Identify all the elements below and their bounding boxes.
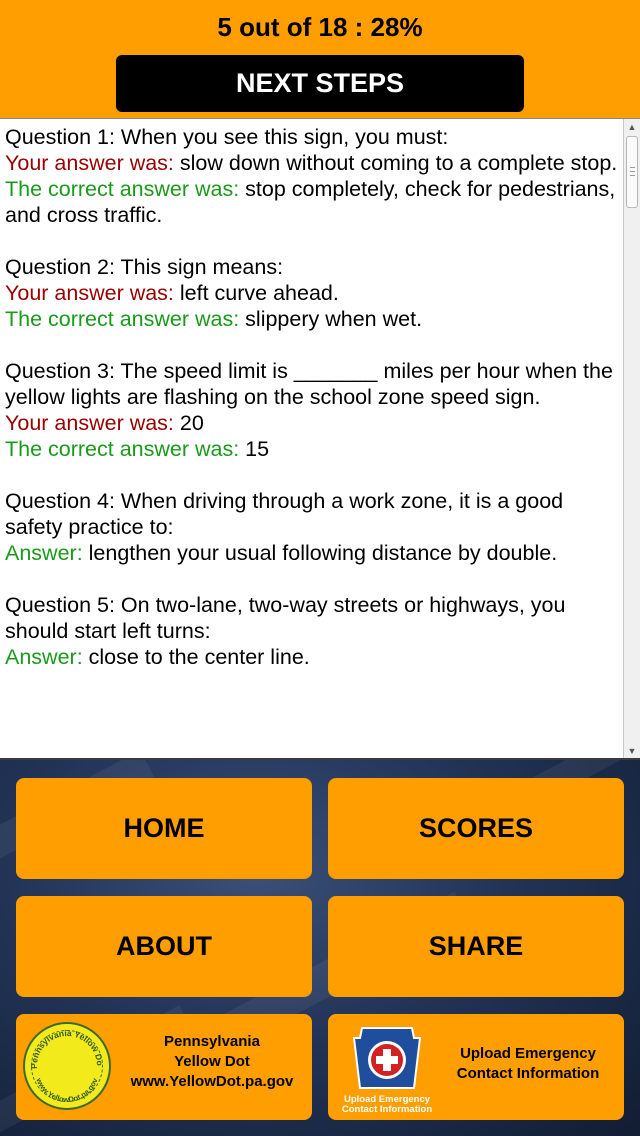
next-steps-button[interactable]: NEXT STEPS: [116, 55, 524, 112]
svg-text:www.YellowDot.pa.gov: [34, 1076, 100, 1104]
result-item-2: [5, 254, 620, 332]
svg-text:Pennsylvania Yellow Dot: [25, 1024, 105, 1069]
logo-top-text: Pennsylvania Yellow Do: [28, 1027, 106, 1069]
answer-value: lengthen your usual following distance by double.: [82, 541, 558, 565]
correct-answer-value: slippery when wet.: [239, 307, 423, 331]
correct-answer-line: [5, 306, 620, 332]
correct-answer-label: The correct answer was:: [5, 307, 240, 331]
upload-emergency-text: [446, 1044, 610, 1084]
result-item-3: [5, 358, 620, 462]
your-answer-value: slow down without coming to a complete stop.: [173, 151, 618, 175]
question-text: Question 2: This sign means:: [5, 255, 284, 279]
icon-caption-line1: Upload Emergency: [343, 1094, 431, 1105]
correct-answer-line: [5, 436, 620, 462]
score-summary: 5 out of 18 : 28%: [217, 12, 423, 42]
yellow-dot-line3: www.YellowDot.pa.gov: [130, 1073, 294, 1090]
icon-caption-line2: Contact Information: [341, 1104, 433, 1114]
answer-label: Answer:: [5, 645, 83, 669]
about-button[interactable]: [16, 896, 312, 997]
upload-line1: Upload Emergency: [460, 1045, 596, 1062]
results-list: [5, 124, 620, 696]
result-item-1: [5, 124, 620, 228]
your-answer-label: Your answer was:: [5, 281, 174, 305]
scroll-up-arrow-icon[interactable]: ▲: [627, 122, 637, 132]
question-text: Question 3: The speed limit is _______ miles per hour when the yellow lights are flashing on the school zone speed sign.: [5, 359, 613, 409]
logo-text-ring-icon: [25, 1024, 109, 1108]
yellow-dot-line1: Pennsylvania: [164, 1033, 260, 1050]
correct-answer-line: [5, 176, 620, 228]
home-label: HOME: [123, 813, 205, 843]
question-text: Question 4: When driving through a work zone, it is a good safety practice to:: [5, 489, 564, 539]
keystone-medical-icon: [334, 1024, 440, 1114]
scroll-thumb[interactable]: [626, 136, 638, 208]
grip-icon: [630, 167, 635, 176]
question-text: Question 5: On two-lane, two-way streets or highways, you should start left turns:: [5, 593, 566, 643]
correct-answer-value: stop completely, check for pedestrians, and cross traffic.: [5, 177, 616, 227]
your-answer-label: Your answer was:: [5, 151, 174, 175]
header-bar: [0, 0, 640, 118]
correct-answer-value: 15: [239, 437, 270, 461]
yellow-dot-line2: Yellow Dot: [174, 1053, 250, 1070]
correct-answer-label: The correct answer was:: [5, 437, 240, 461]
yellow-dot-logo-icon: [23, 1022, 111, 1110]
home-button[interactable]: [16, 778, 312, 879]
question-text: Question 1: When you see this sign, you must:: [5, 125, 449, 149]
result-item-5: [5, 592, 620, 670]
scores-button[interactable]: [328, 778, 624, 879]
your-answer-line: [5, 150, 620, 176]
yellow-dot-button[interactable]: [16, 1014, 312, 1120]
answer-line: [5, 540, 620, 566]
results-panel[interactable]: [0, 118, 640, 760]
yellow-dot-text: [114, 1032, 310, 1092]
answer-line: [5, 644, 620, 670]
result-item-4: [5, 488, 620, 566]
results-scrollbar[interactable]: [623, 119, 640, 759]
share-label: SHARE: [428, 931, 524, 961]
your-answer-label: Your answer was:: [5, 411, 174, 435]
share-button[interactable]: [328, 896, 624, 997]
answer-label: Answer:: [5, 541, 83, 565]
scores-label: SCORES: [418, 813, 534, 843]
upload-emergency-button[interactable]: [328, 1014, 624, 1120]
upload-line2: Contact Information: [456, 1065, 600, 1082]
answer-value: close to the center line.: [82, 645, 310, 669]
your-answer-value: left curve ahead.: [173, 281, 339, 305]
about-label: ABOUT: [116, 931, 212, 961]
your-answer-line: [5, 280, 620, 306]
logo-bottom-text: www.YellowDot.pa.gov: [34, 1076, 100, 1105]
scroll-down-arrow-icon[interactable]: ▼: [627, 746, 637, 756]
your-answer-line: [5, 410, 620, 436]
your-answer-value: 20: [173, 411, 204, 435]
correct-answer-label: The correct answer was:: [5, 177, 240, 201]
